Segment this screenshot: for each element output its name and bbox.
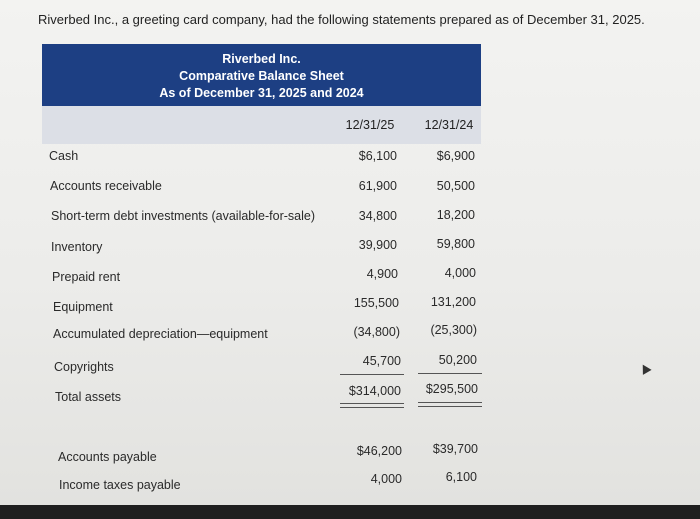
total-double-rule-2025: [340, 403, 404, 408]
row-label-accumulated-depreciation: Accumulated depreciation—equipment: [53, 327, 268, 341]
total-double-rule-2024: [418, 402, 482, 407]
row-label-accounts-payable: Accounts payable: [58, 450, 157, 464]
prepaid-rent-2024: 4,000: [444, 266, 476, 280]
equipment-2024: 131,200: [430, 295, 476, 309]
total-assets-2024: $295,500: [425, 382, 478, 396]
short-term-investments-2024: 18,200: [436, 208, 475, 222]
prepaid-rent-2025: 4,900: [366, 267, 398, 281]
mouse-cursor-icon: [638, 362, 651, 375]
bottom-bezel: [0, 505, 700, 519]
short-term-investments-2025: 34,800: [358, 209, 397, 223]
statement-title: Comparative Balance Sheet: [179, 69, 344, 83]
income-taxes-payable-2025: 4,000: [370, 472, 402, 486]
statement-header: [42, 44, 481, 106]
cash-2025: $6,100: [358, 149, 397, 163]
inventory-2025: 39,900: [358, 238, 397, 252]
statement-date: As of December 31, 2025 and 2024: [159, 86, 364, 100]
accounts-payable-2024: $39,700: [432, 442, 478, 456]
subtotal-rule-2025: [340, 374, 404, 375]
company-name: Riverbed Inc.: [222, 52, 301, 66]
accumulated-depreciation-2025: (34,800): [353, 325, 400, 339]
row-label-copyrights: Copyrights: [54, 360, 114, 374]
equipment-2025: 155,500: [353, 296, 399, 310]
row-label-short-term-investments: Short-term debt investments (available-for-sale): [51, 209, 315, 223]
copyrights-2025: 45,700: [362, 354, 401, 368]
accounts-payable-2025: $46,200: [356, 444, 402, 458]
accounts-receivable-2025: 61,900: [358, 179, 397, 193]
income-taxes-payable-2024: 6,100: [445, 470, 477, 484]
row-label-income-taxes-payable: Income taxes payable: [59, 478, 181, 492]
copyrights-2024: 50,200: [438, 353, 477, 367]
row-label-inventory: Inventory: [51, 240, 103, 254]
row-label-accounts-receivable: Accounts receivable: [50, 179, 162, 193]
total-assets-2025: $314,000: [348, 384, 401, 398]
row-label-cash: Cash: [49, 149, 79, 163]
column-header-2024: 12/31/24: [424, 118, 474, 132]
inventory-2024: 59,800: [436, 237, 475, 251]
cash-2024: $6,900: [436, 149, 475, 163]
row-label-equipment: Equipment: [53, 300, 113, 314]
row-label-total-assets: Total assets: [55, 390, 122, 404]
accumulated-depreciation-2024: (25,300): [430, 323, 477, 337]
intro-text: Riverbed Inc., a greeting card company, had the following statements prepared as of December 31, 2025.: [38, 12, 645, 27]
column-header-2025: 12/31/25: [345, 118, 395, 132]
subtotal-rule-2024: [418, 373, 482, 374]
row-label-prepaid-rent: Prepaid rent: [52, 270, 121, 284]
accounts-receivable-2024: 50,500: [436, 179, 475, 193]
